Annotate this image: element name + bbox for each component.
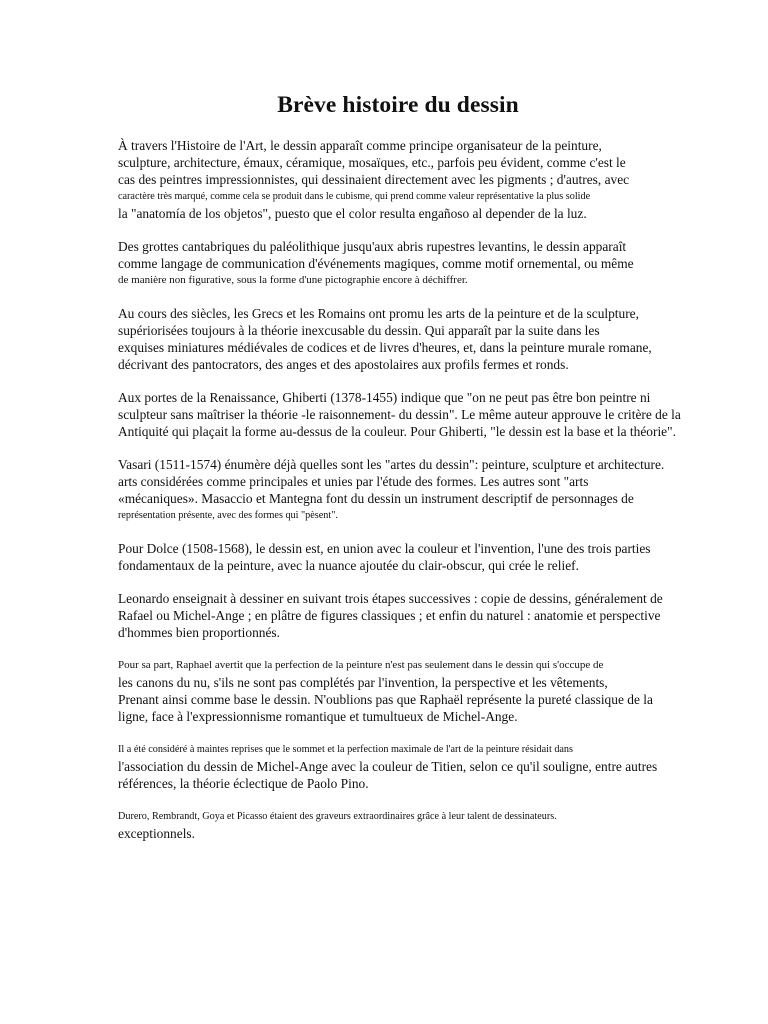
text-line: Il a été considéré à maintes reprises que le sommet et la perfection maximale de l'art de la peinture résidait dans — [118, 744, 573, 755]
paragraph-9 — [118, 741, 760, 792]
text-line: Antiquité qui plaçait la forme au-dessus de la couleur. Pour Ghiberti, "le dessin est la base et la théorie". — [118, 424, 676, 439]
text-line: caractère très marqué, comme cela se produit dans le cubisme, qui prend comme valeur représentative la plus solide — [118, 191, 591, 202]
paragraph-8 — [118, 657, 760, 725]
paragraph-3 — [118, 305, 760, 373]
text-line: comme langage de communication d'événements magiques, comme motif ornemental, ou même — [118, 256, 634, 271]
text-line: la "anatomía de los objetos", puesto que el color resulta engañoso al depender de la luz. — [118, 206, 587, 221]
text-line: Aux portes de la Renaissance, Ghiberti (1378-1455) indique que "on ne peut pas être bon peintre ni — [118, 390, 651, 405]
document-title: Brève histoire du dessin — [277, 92, 519, 118]
paragraph-10 — [118, 808, 760, 842]
paragraph-2 — [118, 238, 760, 289]
text-line: cas des peintres impressionnistes, qui dessinaient directement avec les pigments ; d'autres, avec — [118, 172, 630, 187]
text-line: Pour Dolce (1508-1568), le dessin est, en union avec la couleur et l'invention, l'une des trois parties — [118, 541, 651, 556]
text-line: Au cours des siècles, les Grecs et les Romains ont promu les arts de la peinture et de la sculpture, — [118, 306, 639, 321]
text-line: Vasari (1511-1574) énumère déjà quelles sont les "artes du dessin": peinture, sculpture et architecture. — [118, 457, 665, 472]
text-line: Pour sa part, Raphael avertit que la perfection de la peinture n'est pas seulement dans le dessin qui s'occupe de — [118, 659, 604, 671]
text-line: exceptionnels. — [118, 826, 195, 841]
document-body — [118, 92, 760, 858]
text-line: «mécaniques». Masaccio et Mantegna font du dessin un instrument descriptif de personnages de — [118, 491, 634, 506]
text-line: ligne, face à l'expressionnisme romantique et tumultueux de Michel-Ange. — [118, 709, 518, 724]
text-line: arts considérées comme principales et unies par l'étude des formes. Les autres sont "arts — [118, 474, 589, 489]
paragraph-5 — [118, 456, 760, 524]
text-line: d'hommes bien proportionnés. — [118, 625, 280, 640]
text-line: Prenant ainsi comme base le dessin. N'oublions pas que Raphaël représente la pureté classique de la — [118, 692, 653, 707]
paragraph-6 — [118, 540, 760, 574]
paragraph-7 — [118, 590, 760, 641]
text-line: décrivant des pantocrators, des anges et des apostolaires aux profils fermes et ronds. — [118, 357, 569, 372]
text-line: exquises miniatures médiévales de codices et de livres d'heures, et, dans la peinture murale romane, — [118, 340, 652, 355]
paragraph-1 — [118, 137, 760, 222]
text-line: références, la théorie éclectique de Paolo Pino. — [118, 776, 369, 791]
paragraph-4 — [118, 389, 760, 440]
text-line: de manière non figurative, sous la forme d'une pictographie encore à déchiffrer. — [118, 274, 468, 286]
text-line: Rafael ou Michel-Ange ; en plâtre de figures classiques ; et enfin du naturel : anatomie et perspective — [118, 608, 661, 623]
text-line: Durero, Rembrandt, Goya et Picasso étaient des graveurs extraordinaires grâce à leur talent de dessinateurs. — [118, 811, 557, 822]
text-line: fondamentaux de la peinture, avec la nuance ajoutée du clair-obscur, qui crée le relief. — [118, 558, 579, 573]
text-line: l'association du dessin de Michel-Ange avec la couleur de Titien, selon ce qu'il souligne, entre autres — [118, 759, 658, 774]
text-line: À travers l'Histoire de l'Art, le dessin apparaît comme principe organisateur de la peinture, — [118, 138, 602, 153]
text-line: supériorisées toujours à la théorie inexcusable du dessin. Qui apparaît par la suite dans les — [118, 323, 600, 338]
text-line: les canons du nu, s'ils ne sont pas complétés par l'invention, la perspective et les vêtements, — [118, 675, 608, 690]
text-line: sculpture, architecture, émaux, céramique, mosaïques, etc., parfois peu évident, comme c'est le — [118, 155, 626, 170]
text-line: sculpteur sans maîtriser la théorie -le raisonnement- du dessin". Le même auteur approuve le critère de la — [118, 407, 681, 422]
text-line: Leonardo enseignait à dessiner en suivant trois étapes successives : copie de dessins, généralement de — [118, 591, 663, 606]
text-line: représentation présente, avec des formes qui "pèsent". — [118, 510, 338, 521]
text-line: Des grottes cantabriques du paléolithique jusqu'aux abris rupestres levantins, le dessin apparaît — [118, 239, 627, 254]
